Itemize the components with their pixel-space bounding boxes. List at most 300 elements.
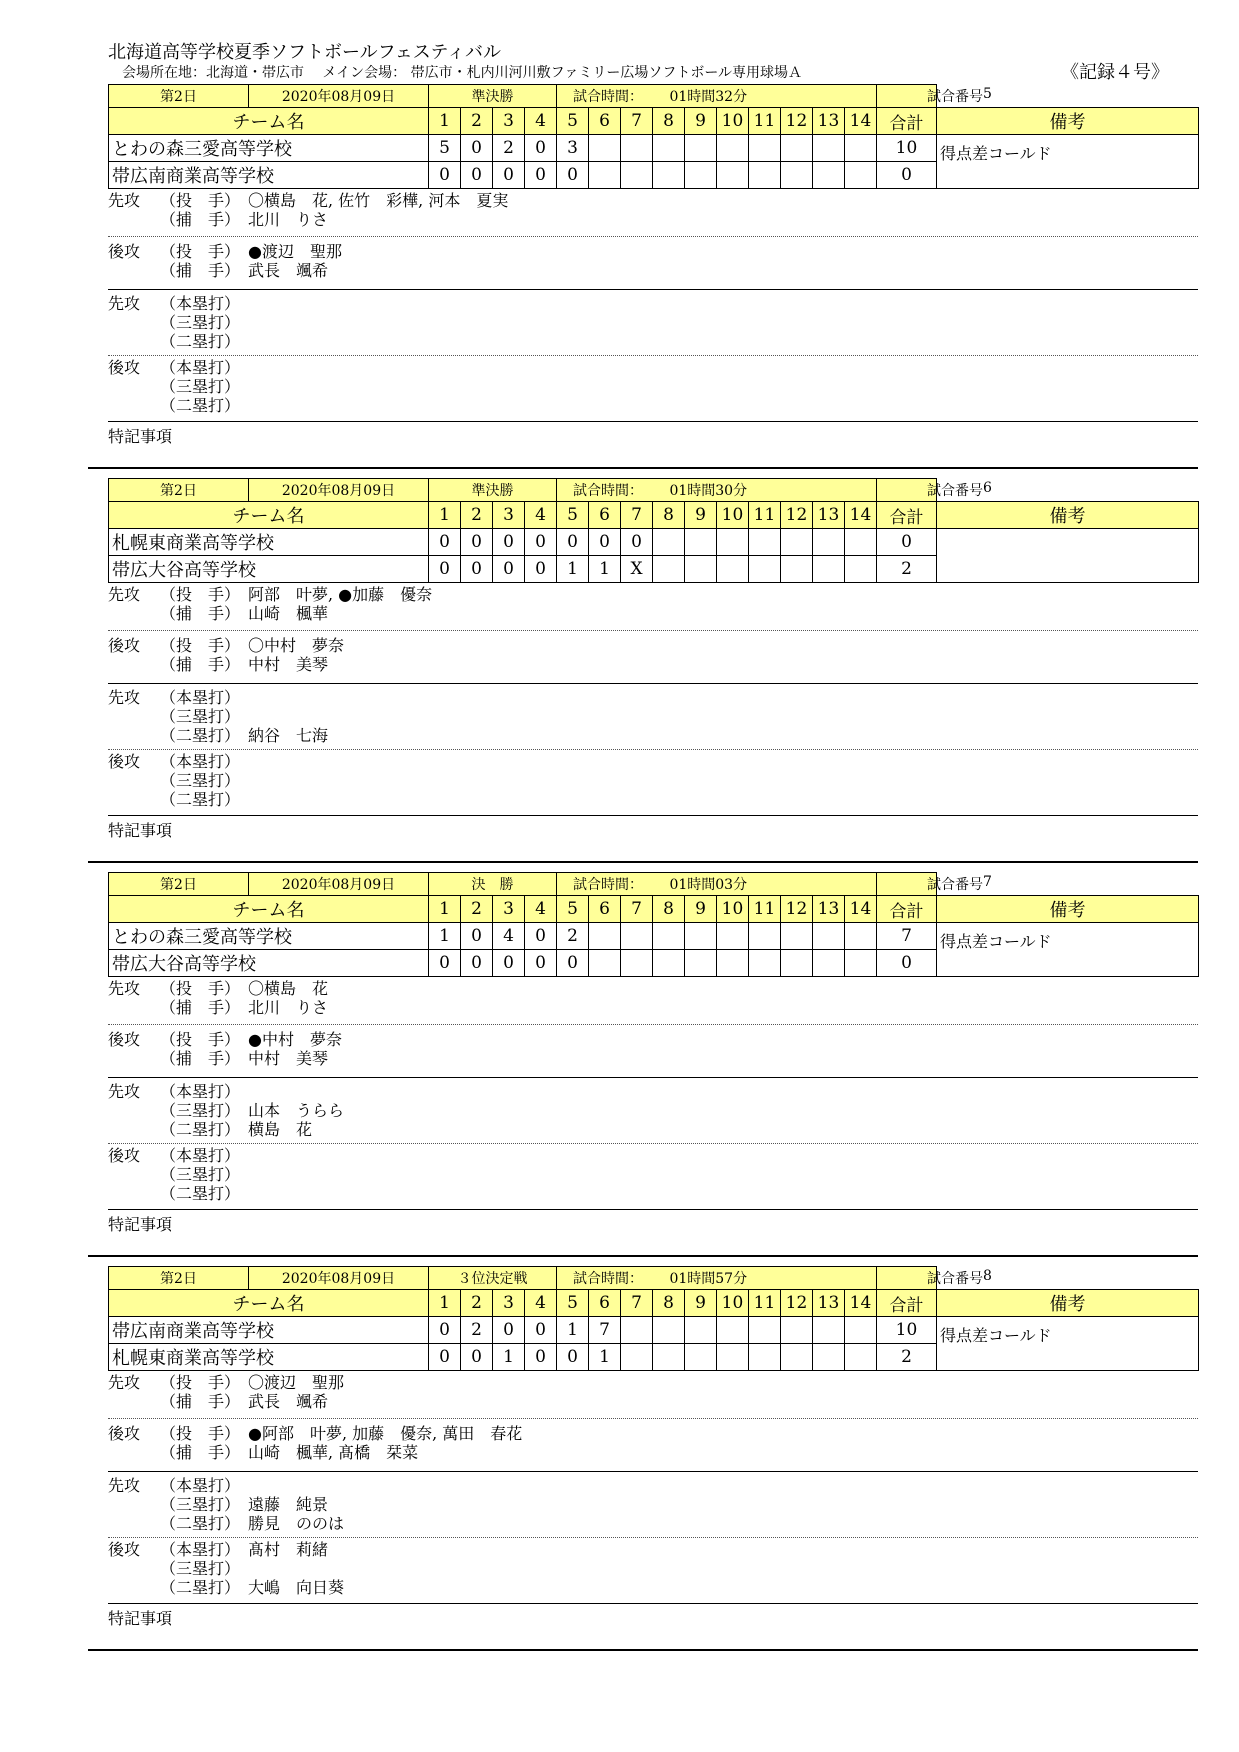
total-header: 合計 xyxy=(877,1290,937,1317)
first-pitcher-tag: （投 手） xyxy=(160,1373,241,1392)
inning-score xyxy=(589,923,621,950)
second-hr-value: 髙村 莉緒 xyxy=(248,1540,329,1559)
inning-score: 0 xyxy=(493,950,525,977)
second-triple-tag: （三塁打） xyxy=(160,1165,241,1184)
remarks-note: 得点差コールド xyxy=(937,923,1199,977)
first-catcher-tag: （捕 手） xyxy=(160,210,241,229)
date-cell: 2020年08月09日 xyxy=(249,85,429,108)
first-catcher-tag: （捕 手） xyxy=(160,604,241,623)
game-separator xyxy=(88,1255,1198,1257)
second-pitcher-value: ●渡辺 聖那 xyxy=(248,242,342,261)
inning-score: 0 xyxy=(461,923,493,950)
game-info-row xyxy=(109,85,1199,108)
second-triple-tag: （三塁打） xyxy=(160,771,241,790)
inning-header: 2 xyxy=(461,502,493,529)
inning-score: 0 xyxy=(557,529,589,556)
team-name: 帯広大谷高等学校 xyxy=(109,950,429,977)
inning-score: 0 xyxy=(493,1317,525,1344)
side-label: 先攻 xyxy=(108,1082,141,1101)
game-no-cell xyxy=(877,479,992,502)
inning-header: 3 xyxy=(493,896,525,923)
game-no-value: 6 xyxy=(983,480,992,496)
time-value: 01時間03分 xyxy=(669,877,748,893)
doc-title: 北海道高等学校夏季ソフトボールフェスティバル xyxy=(108,42,501,63)
inning-header: 11 xyxy=(749,502,781,529)
first-catcher-value: 北川 りさ xyxy=(248,210,329,229)
inning-score: 0 xyxy=(429,529,461,556)
inning-score: X xyxy=(621,556,653,583)
first-triple-tag: （三塁打） xyxy=(160,707,241,726)
game-block xyxy=(108,478,1198,868)
inning-score: 1 xyxy=(557,1317,589,1344)
dotted-divider xyxy=(108,1418,1198,1419)
team-name: とわの森三愛高等学校 xyxy=(109,135,429,162)
time-label: 試合時間： xyxy=(573,1271,643,1287)
first-double-tag: （二塁打） xyxy=(160,1514,241,1533)
side-label: 先攻 xyxy=(108,294,141,313)
second-catcher-tag: （捕 手） xyxy=(160,261,241,280)
second-hr-tag: （本塁打） xyxy=(160,1146,241,1165)
inning-header: 7 xyxy=(621,502,653,529)
inning-score: 0 xyxy=(461,556,493,583)
inning-score xyxy=(653,923,685,950)
game-info-row xyxy=(109,1267,1199,1290)
inning-score xyxy=(845,529,877,556)
remarks-note xyxy=(937,529,1199,583)
inning-header: 8 xyxy=(653,896,685,923)
inning-score xyxy=(813,135,845,162)
inning-header: 13 xyxy=(813,502,845,529)
time-cell xyxy=(557,479,877,502)
game-no-cell xyxy=(877,873,992,896)
first-hr-tag: （本塁打） xyxy=(160,688,241,707)
first-hr-tag: （本塁打） xyxy=(160,1082,241,1101)
round-cell: 準決勝 xyxy=(429,85,557,108)
second-catcher-value: 武長 颯希 xyxy=(248,261,329,280)
inning-score xyxy=(749,529,781,556)
first-catcher-value: 北川 りさ xyxy=(248,998,329,1017)
inning-score xyxy=(845,923,877,950)
second-hr-tag: （本塁打） xyxy=(160,752,241,771)
special-notes-label: 特記事項 xyxy=(108,821,173,840)
first-pitcher-value: 〇横島 花 xyxy=(248,979,329,998)
second-hr-tag: （本塁打） xyxy=(160,358,241,377)
solid-divider xyxy=(108,1077,1198,1078)
inning-header: 1 xyxy=(429,108,461,135)
inning-header: 8 xyxy=(653,502,685,529)
inning-header: 1 xyxy=(429,896,461,923)
inning-header: 2 xyxy=(461,108,493,135)
first-double-value: 勝見 ののは xyxy=(248,1514,345,1533)
inning-header: 6 xyxy=(589,502,621,529)
inning-score xyxy=(749,135,781,162)
game-separator xyxy=(88,861,1198,863)
second-pitcher-tag: （投 手） xyxy=(160,1030,241,1049)
inning-score xyxy=(621,162,653,189)
inning-score xyxy=(621,923,653,950)
inning-header: 5 xyxy=(557,108,589,135)
side-label: 先攻 xyxy=(108,979,141,998)
side-label: 後攻 xyxy=(108,1146,141,1165)
inning-header: 4 xyxy=(525,1290,557,1317)
inning-score: 2 xyxy=(493,135,525,162)
inning-score xyxy=(653,1344,685,1371)
inning-score xyxy=(717,1317,749,1344)
inning-header: 7 xyxy=(621,1290,653,1317)
second-catcher-tag: （捕 手） xyxy=(160,1049,241,1068)
inning-header: 4 xyxy=(525,896,557,923)
inning-header: 13 xyxy=(813,108,845,135)
inning-header: 14 xyxy=(845,108,877,135)
inning-score: 0 xyxy=(461,950,493,977)
time-label: 試合時間： xyxy=(573,89,643,105)
inning-header: 2 xyxy=(461,1290,493,1317)
second-pitcher-tag: （投 手） xyxy=(160,1424,241,1443)
inning-score xyxy=(685,135,717,162)
day-cell: 第2日 xyxy=(109,1267,249,1290)
inning-header: 12 xyxy=(781,108,813,135)
inning-header: 4 xyxy=(525,108,557,135)
second-double-tag: （二塁打） xyxy=(160,1184,241,1203)
first-pitcher-value: 阿部 叶夢, ●加藤 優奈 xyxy=(248,585,433,604)
solid-divider xyxy=(108,289,1198,290)
inning-header: 6 xyxy=(589,108,621,135)
scoreboard-table xyxy=(108,84,1199,189)
inning-score xyxy=(589,135,621,162)
team-total: 2 xyxy=(877,556,937,583)
inning-header: 4 xyxy=(525,502,557,529)
game-block xyxy=(108,1266,1198,1656)
inning-header: 12 xyxy=(781,896,813,923)
inning-header: 11 xyxy=(749,1290,781,1317)
inning-score xyxy=(717,135,749,162)
record-number: 《記録４号》 xyxy=(1061,62,1169,83)
first-double-value: 納谷 七海 xyxy=(248,726,329,745)
side-label: 先攻 xyxy=(108,1373,141,1392)
inning-header: 5 xyxy=(557,1290,589,1317)
inning-score xyxy=(813,950,845,977)
inning-score xyxy=(813,556,845,583)
inning-score xyxy=(749,556,781,583)
solid-divider xyxy=(108,421,1198,422)
first-triple-value: 遠藤 純景 xyxy=(248,1495,329,1514)
side-label: 先攻 xyxy=(108,585,141,604)
solid-divider xyxy=(108,1603,1198,1604)
inning-score xyxy=(781,950,813,977)
scoreboard-table xyxy=(108,478,1199,583)
inning-header: 6 xyxy=(589,1290,621,1317)
game-no-cell xyxy=(877,1267,992,1290)
inning-score: 0 xyxy=(525,529,557,556)
side-label: 後攻 xyxy=(108,242,141,261)
inning-score: 2 xyxy=(461,1317,493,1344)
inning-score: 0 xyxy=(461,1344,493,1371)
inning-header: 3 xyxy=(493,108,525,135)
inning-score: 0 xyxy=(525,162,557,189)
inning-header: 9 xyxy=(685,896,717,923)
header-row xyxy=(109,1290,1199,1317)
time-value: 01時間30分 xyxy=(669,483,748,499)
side-label: 先攻 xyxy=(108,1476,141,1495)
inning-score xyxy=(621,950,653,977)
team-name-header: チーム名 xyxy=(109,1290,429,1317)
inning-score: 0 xyxy=(621,529,653,556)
date-cell: 2020年08月09日 xyxy=(249,873,429,896)
inning-score xyxy=(653,135,685,162)
inning-header: 2 xyxy=(461,896,493,923)
inning-score xyxy=(685,950,717,977)
first-hr-tag: （本塁打） xyxy=(160,294,241,313)
total-header: 合計 xyxy=(877,502,937,529)
inning-score: 0 xyxy=(429,950,461,977)
game-no-value: 7 xyxy=(983,874,992,890)
inning-score: 0 xyxy=(525,950,557,977)
remarks-note: 得点差コールド xyxy=(937,135,1199,189)
game-no-label: 試合番号 xyxy=(927,1271,983,1287)
time-cell xyxy=(557,873,877,896)
team-total: 0 xyxy=(877,162,937,189)
side-label: 後攻 xyxy=(108,1030,141,1049)
time-label: 試合時間： xyxy=(573,483,643,499)
second-pitcher-tag: （投 手） xyxy=(160,242,241,261)
first-catcher-value: 武長 颯希 xyxy=(248,1392,329,1411)
total-header: 合計 xyxy=(877,108,937,135)
second-double-tag: （二塁打） xyxy=(160,1578,241,1597)
inning-score xyxy=(845,162,877,189)
game-info-row xyxy=(109,873,1199,896)
inning-score: 1 xyxy=(589,556,621,583)
remarks-header: 備考 xyxy=(937,502,1199,529)
special-notes-label: 特記事項 xyxy=(108,1215,173,1234)
inning-score: 1 xyxy=(493,1344,525,1371)
inning-score xyxy=(717,162,749,189)
team-name: 帯広南商業高等学校 xyxy=(109,1317,429,1344)
inning-score xyxy=(813,923,845,950)
inning-header: 3 xyxy=(493,502,525,529)
game-separator xyxy=(88,467,1198,469)
team-name: とわの森三愛高等学校 xyxy=(109,923,429,950)
dotted-divider xyxy=(108,236,1198,237)
round-cell: 準決勝 xyxy=(429,479,557,502)
team-total: 2 xyxy=(877,1344,937,1371)
inning-score xyxy=(749,1317,781,1344)
special-notes-label: 特記事項 xyxy=(108,1609,173,1628)
inning-score xyxy=(717,529,749,556)
inning-score xyxy=(653,1317,685,1344)
inning-score: 2 xyxy=(557,923,589,950)
day-cell: 第2日 xyxy=(109,479,249,502)
second-double-value: 大嶋 向日葵 xyxy=(248,1578,345,1597)
inning-score xyxy=(781,1317,813,1344)
side-label: 先攻 xyxy=(108,688,141,707)
team-name-header: チーム名 xyxy=(109,502,429,529)
inning-score xyxy=(845,556,877,583)
solid-divider xyxy=(108,1209,1198,1210)
inning-score: 0 xyxy=(557,162,589,189)
team-name: 帯広南商業高等学校 xyxy=(109,162,429,189)
inning-score xyxy=(781,135,813,162)
inning-header: 13 xyxy=(813,1290,845,1317)
inning-header: 10 xyxy=(717,502,749,529)
first-triple-value: 山本 うらら xyxy=(248,1101,345,1120)
scoreboard-table xyxy=(108,1266,1199,1371)
inning-header: 14 xyxy=(845,502,877,529)
dotted-divider xyxy=(108,630,1198,631)
second-double-tag: （二塁打） xyxy=(160,790,241,809)
team-name: 札幌東商業高等学校 xyxy=(109,1344,429,1371)
inning-score: 0 xyxy=(525,1344,557,1371)
inning-score xyxy=(781,162,813,189)
total-header: 合計 xyxy=(877,896,937,923)
inning-score xyxy=(781,1344,813,1371)
dotted-divider xyxy=(108,1024,1198,1025)
inning-score xyxy=(813,1317,845,1344)
second-catcher-value: 中村 美琴 xyxy=(248,1049,329,1068)
inning-score xyxy=(813,529,845,556)
inning-score xyxy=(717,950,749,977)
inning-score xyxy=(781,923,813,950)
inning-score: 0 xyxy=(557,1344,589,1371)
second-pitcher-value: ●阿部 叶夢, 加藤 優奈, 萬田 春花 xyxy=(248,1424,523,1443)
inning-score xyxy=(749,162,781,189)
second-pitcher-tag: （投 手） xyxy=(160,636,241,655)
inning-score xyxy=(813,162,845,189)
header-row xyxy=(109,896,1199,923)
inning-header: 8 xyxy=(653,1290,685,1317)
first-triple-tag: （三塁打） xyxy=(160,1495,241,1514)
inning-score xyxy=(653,950,685,977)
game-info-row xyxy=(109,479,1199,502)
inning-score: 0 xyxy=(429,162,461,189)
inning-score xyxy=(685,529,717,556)
inning-score xyxy=(717,923,749,950)
inning-score xyxy=(717,1344,749,1371)
second-double-tag: （二塁打） xyxy=(160,396,241,415)
dotted-divider xyxy=(108,1537,1198,1538)
team-name: 帯広大谷高等学校 xyxy=(109,556,429,583)
time-value: 01時間32分 xyxy=(669,89,748,105)
day-cell: 第2日 xyxy=(109,873,249,896)
inning-header: 6 xyxy=(589,896,621,923)
special-notes-label: 特記事項 xyxy=(108,427,173,446)
game-no-label: 試合番号 xyxy=(927,483,983,499)
side-label: 後攻 xyxy=(108,1424,141,1443)
side-label: 後攻 xyxy=(108,358,141,377)
inning-score xyxy=(685,1344,717,1371)
inning-header: 14 xyxy=(845,896,877,923)
inning-score xyxy=(845,1317,877,1344)
game-no-cell xyxy=(877,85,992,108)
first-double-tag: （二塁打） xyxy=(160,726,241,745)
inning-score xyxy=(589,950,621,977)
game-no-value: 5 xyxy=(983,86,992,102)
inning-score xyxy=(749,923,781,950)
game-block xyxy=(108,872,1198,1262)
inning-score: 5 xyxy=(429,135,461,162)
inning-score xyxy=(749,950,781,977)
inning-header: 8 xyxy=(653,108,685,135)
first-catcher-tag: （捕 手） xyxy=(160,998,241,1017)
time-cell xyxy=(557,85,877,108)
first-pitcher-tag: （投 手） xyxy=(160,585,241,604)
team-total: 0 xyxy=(877,529,937,556)
inning-score: 0 xyxy=(525,923,557,950)
inning-header: 10 xyxy=(717,896,749,923)
second-triple-tag: （三塁打） xyxy=(160,377,241,396)
side-label: 後攻 xyxy=(108,636,141,655)
inning-score: 7 xyxy=(589,1317,621,1344)
time-label: 試合時間： xyxy=(573,877,643,893)
side-label: 後攻 xyxy=(108,1540,141,1559)
header-row xyxy=(109,108,1199,135)
second-pitcher-value: 〇中村 夢奈 xyxy=(248,636,345,655)
inning-header: 12 xyxy=(781,502,813,529)
inning-score: 0 xyxy=(429,556,461,583)
inning-header: 5 xyxy=(557,502,589,529)
inning-score: 0 xyxy=(461,162,493,189)
inning-score xyxy=(685,162,717,189)
inning-score xyxy=(685,1317,717,1344)
solid-divider xyxy=(108,1471,1198,1472)
solid-divider xyxy=(108,683,1198,684)
first-hr-tag: （本塁打） xyxy=(160,1476,241,1495)
inning-score: 0 xyxy=(525,135,557,162)
inning-score: 0 xyxy=(557,950,589,977)
inning-header: 3 xyxy=(493,1290,525,1317)
round-cell: 決 勝 xyxy=(429,873,557,896)
second-catcher-tag: （捕 手） xyxy=(160,655,241,674)
scoreboard-table xyxy=(108,872,1199,977)
inning-score: 1 xyxy=(557,556,589,583)
time-value: 01時間57分 xyxy=(669,1271,748,1287)
inning-score xyxy=(749,1344,781,1371)
game-no-label: 試合番号 xyxy=(927,877,983,893)
team-row xyxy=(109,923,1199,950)
inning-header: 13 xyxy=(813,896,845,923)
inning-score xyxy=(781,556,813,583)
inning-score xyxy=(621,135,653,162)
solid-divider xyxy=(108,815,1198,816)
team-total: 7 xyxy=(877,923,937,950)
date-cell: 2020年08月09日 xyxy=(249,479,429,502)
inning-score xyxy=(845,950,877,977)
inning-header: 11 xyxy=(749,108,781,135)
inning-score: 0 xyxy=(429,1344,461,1371)
side-label: 後攻 xyxy=(108,752,141,771)
inning-score xyxy=(589,162,621,189)
inning-score: 0 xyxy=(493,529,525,556)
inning-score xyxy=(845,135,877,162)
inning-score: 3 xyxy=(557,135,589,162)
inning-header: 14 xyxy=(845,1290,877,1317)
inning-score: 0 xyxy=(461,135,493,162)
inning-score xyxy=(717,556,749,583)
inning-header: 1 xyxy=(429,502,461,529)
inning-score: 0 xyxy=(525,556,557,583)
game-no-label: 試合番号 xyxy=(927,89,983,105)
date-cell: 2020年08月09日 xyxy=(249,1267,429,1290)
second-hr-tag: （本塁打） xyxy=(160,1540,241,1559)
inning-score: 0 xyxy=(493,556,525,583)
team-name: 札幌東商業高等学校 xyxy=(109,529,429,556)
inning-header: 7 xyxy=(621,896,653,923)
second-catcher-value: 山崎 楓華, 髙橋 栞菜 xyxy=(248,1443,419,1462)
inning-header: 1 xyxy=(429,1290,461,1317)
game-no-value: 8 xyxy=(983,1268,992,1284)
team-total: 10 xyxy=(877,1317,937,1344)
inning-header: 9 xyxy=(685,502,717,529)
inning-score: 0 xyxy=(429,1317,461,1344)
